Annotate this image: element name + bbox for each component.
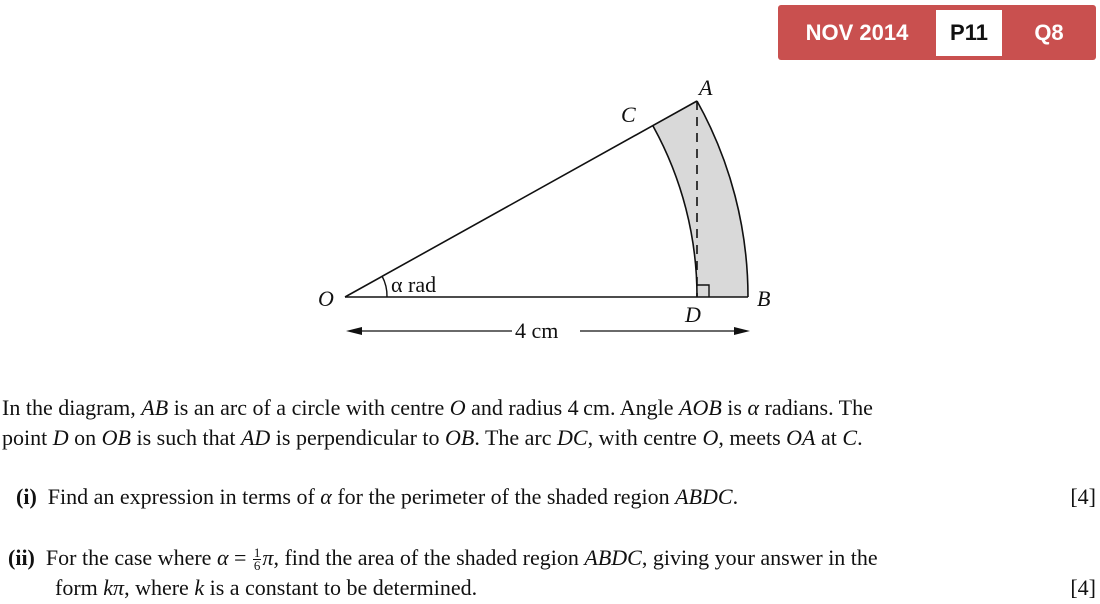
part-ii-marks: [4]	[1070, 575, 1096, 600]
badge-question: Q8	[1034, 19, 1064, 45]
angle-label: α rad	[391, 272, 437, 297]
arrowhead-left	[346, 327, 362, 335]
part-i-marks: [4]	[1070, 484, 1096, 509]
part-ii-text-line1: (ii) For the case where α = $\frac{1}{6}$ π, find the area of the shaded region ABDC, giving your answer in the	[8, 545, 878, 574]
angle-arc	[382, 276, 387, 297]
fraction-one-sixth: $\frac{1}{6}$	[253, 545, 261, 574]
label-c: C	[621, 102, 636, 127]
part-ii-text-line2: form kπ, where k is a constant to be determined.	[55, 575, 478, 600]
label-d: D	[685, 302, 701, 327]
badge-paper: P11	[936, 10, 1002, 56]
part-i-text: (i) Find an expression in terms of α for the perimeter of the shaded region ABDC.	[16, 484, 739, 509]
label-b: B	[757, 286, 771, 311]
line-oa	[345, 101, 697, 297]
question-intro-line1: In the diagram, AB is an arc of a circle with centre O and radius 4 cm. Angle AOB is α radians. The	[2, 395, 873, 420]
question-intro-line2: point D on OB is such that AD is perpendicular to OB. The arc DC, with centre O, meets OA at C.	[2, 425, 863, 450]
shaded-region	[653, 101, 748, 297]
label-o: O	[318, 286, 334, 311]
arrowhead-right	[734, 327, 750, 335]
label-a: A	[699, 75, 713, 100]
badge-session: NOV 2014	[805, 19, 909, 45]
length-label: 4 cm	[515, 318, 559, 343]
